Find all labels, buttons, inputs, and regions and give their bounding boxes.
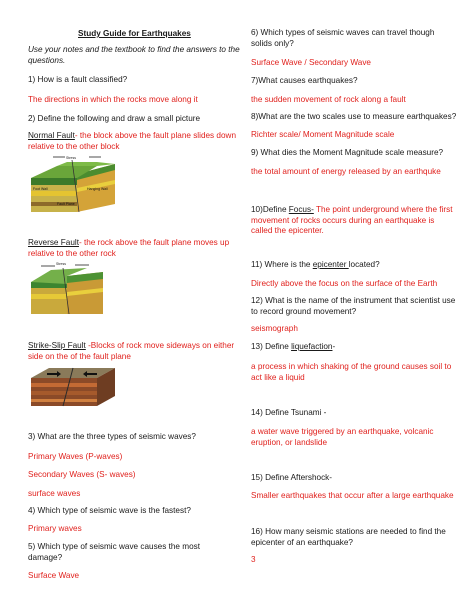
instructions: Use your notes and the textbook to find the answers to the questions.	[28, 45, 240, 65]
question-16: 16) How many seismic stations are needed to find the epicenter of an earthquake?	[251, 527, 446, 547]
question-10-prefix: 10)Define	[251, 205, 289, 214]
answer-11: Directly above the focus on the surface of the Earth	[251, 279, 438, 288]
answer-12: seismograph	[251, 324, 298, 333]
answer-13: a process in which shaking of the ground causes soil to act like a liquid	[251, 362, 452, 382]
question-3: 3) What are the three types of seismic waves?	[28, 432, 196, 441]
strike-slip-definition	[28, 341, 250, 362]
question-8: 8)What are the two scales use to measure earthquakes?	[251, 112, 457, 121]
reverse-fault-term: Reverse Fault	[28, 238, 79, 247]
question-13	[251, 342, 335, 353]
strike-slip-diagram	[27, 364, 117, 408]
question-11-prefix: 11) Where is the	[251, 260, 313, 269]
fault-plane-label: Fault Plane	[57, 202, 75, 206]
answer-16: 3	[251, 555, 256, 564]
normal-fault-definition	[28, 131, 243, 152]
answer-3-primary: Primary Waves (P-waves)	[28, 452, 123, 461]
hanging-wall-label: Hanging Wall	[87, 187, 108, 191]
answer-4: Primary waves	[28, 524, 82, 533]
answer-1: The directions in which the rocks move along it	[28, 95, 198, 104]
question-11-suffix: located?	[348, 260, 380, 269]
foot-wall-label: Foot Wall	[33, 187, 48, 191]
liquefaction-term: liquefaction	[291, 342, 333, 351]
question-11	[251, 260, 380, 271]
question-9: 9) What dies the Moment Magnitude scale measure?	[251, 148, 444, 157]
answer-7: the sudden movement of rock along a fault	[251, 95, 406, 104]
answer-15: Smaller earthquakes that occur after a large earthquake	[251, 491, 454, 500]
epicenter-term: epicenter	[312, 260, 349, 269]
answer-3-secondary: Secondary Waves (S- waves)	[28, 470, 136, 479]
answer-14: a water wave triggered by an earthquake, volcanic eruption, or landslide	[251, 427, 434, 447]
question-4: 4) Which type of seismic wave is the fastest?	[28, 506, 191, 515]
question-5: 5) Which type of seismic wave causes the most damage?	[28, 542, 201, 562]
focus-term: Focus-	[288, 205, 314, 214]
strike-slip-answer: -Blocks of rock move sideways on either side on the of the fault plane	[28, 341, 235, 361]
question-1: 1) How is a fault classified?	[28, 75, 128, 84]
reverse-fault-stress-label: Stress	[56, 262, 66, 266]
answer-5: Surface Wave	[28, 571, 80, 580]
question-13-prefix: 13) Define	[251, 342, 292, 351]
reverse-fault-answer: - the rock above the fault plane moves up relative to the other rock	[28, 238, 230, 258]
answer-10: The point underground where the first movement of rocks occurs during an earthquake is called the epicenter.	[251, 205, 453, 236]
reverse-fault-definition	[28, 238, 243, 259]
question-7: 7)What causes earthquakes?	[251, 76, 358, 85]
question-14: 14) Define Tsunami -	[251, 408, 327, 417]
normal-fault-diagram	[27, 154, 119, 216]
strike-slip-term: Strike-Slip Fault	[28, 341, 86, 350]
normal-fault-stress-label: Stress	[66, 156, 76, 160]
answer-3-surface: surface waves	[28, 489, 81, 498]
normal-fault-answer: - the block above the fault plane slides down relative to the other block	[28, 131, 236, 151]
normal-fault-term: Normal Fault	[28, 131, 75, 140]
question-15: 15) Define Aftershock-	[251, 473, 333, 482]
question-12: 12) What is the name of the instrument that scientist use to record ground movement?	[251, 296, 456, 316]
question-13-suffix: -	[332, 342, 336, 351]
question-2: 2) Define the following and draw a small picture	[28, 114, 201, 123]
answer-9: the total amount of energy released by an earthquke	[251, 167, 441, 176]
answer-6: Surface Wave / Secondary Wave	[251, 58, 371, 67]
question-10	[251, 205, 456, 237]
reverse-fault-diagram	[27, 262, 107, 316]
answer-8: Richter scale/ Moment Magnitude scale	[251, 130, 395, 139]
page-title: Study Guide for Earthquakes	[78, 29, 191, 38]
question-6: 6) Which types of seismic waves can travel though solids only?	[251, 28, 435, 48]
